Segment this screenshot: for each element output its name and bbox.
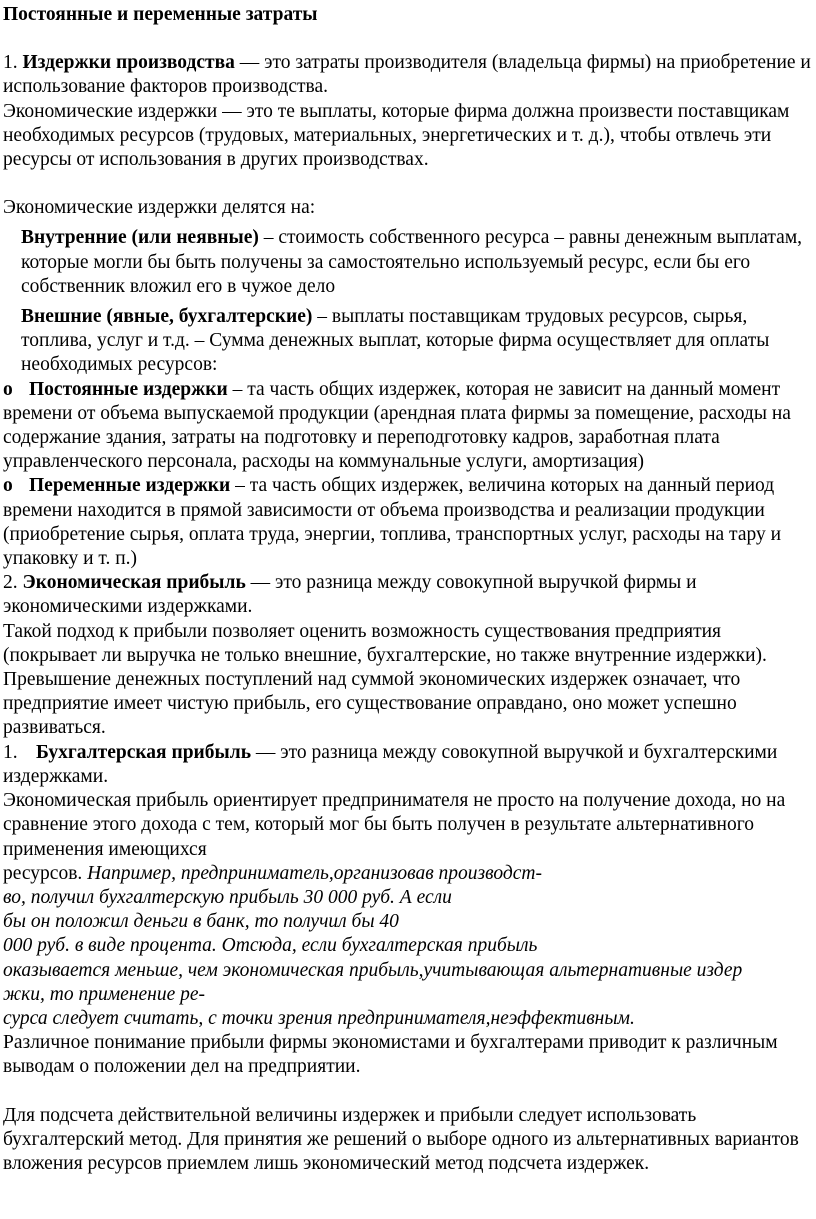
example-line: во, получил бухгалтерскую прибыль 30 000 руб. А если [3, 886, 452, 908]
section-number: 2. [3, 572, 18, 594]
cost-types-list [3, 226, 814, 377]
section-accounting-profit: 1. Бухгалтерская прибыль — это разница между совокупной выручкой и бухгалтерскими издержками. [3, 741, 778, 787]
example-line: 000 руб. в виде процента. Отсюда, если бухгалтерская прибыль [3, 935, 538, 957]
fixed-costs-item: o Постоянные издержки – та часть общих издержек, которая не зависит на данный момент времени от объема выпускаемой продукции (арендная плата фирмы за помещение, расходы на содержание здания, затраты на подготовку и переподготовку кадров, заработная плата управленческого персонала, расходы на коммунальные услуги, амортизация) [3, 378, 791, 473]
term-fixed-costs: Постоянные издержки [29, 378, 228, 400]
external-costs-item: Внешние (явные, бухгалтерские) – выплаты поставщикам трудовых ресурсов, сырья, топлива, услуг и т.д. – Сумма денежных выплат, которые фирма осуществляет для оплаты необходимых ресурсов: [21, 306, 770, 376]
section-number: 1. [3, 52, 18, 74]
profit-understanding-paragraph: Различное понимание прибыли фирмы экономистами и бухгалтерами приводит к различным выводам о положении дел на предприятии. [3, 1032, 778, 1078]
example-line: сурса следует считать, с точки зрения предпринимателя,неэффективным. [3, 1007, 635, 1029]
split-intro: Экономические издержки делятся на: [3, 197, 316, 219]
term-external-costs: Внешние (явные, бухгалтерские) [21, 306, 313, 328]
section-number: 1. [3, 741, 18, 763]
page-title: Постоянные и переменные затраты [3, 4, 318, 25]
term-accounting-profit: Бухгалтерская прибыль [36, 741, 252, 763]
bullet-marker: o [3, 475, 13, 497]
variable-costs-item: o Переменные издержки – та часть общих издержек, величина которых на данный период времени находится в прямой зависимости от объема производства и реализации продукции (приобретение сырья, оплата труда, энергии, топлива, транспортных услуг, расходы на тару и упаковку и т. п.) [3, 475, 782, 570]
term-economic-profit: Экономическая прибыль [22, 572, 246, 594]
example-line: оказывается меньше, чем экономическая прибыль,учитывающая альтернативные издер [3, 959, 743, 981]
term-production-costs: Издержки производства [22, 52, 235, 74]
bullet-marker: o [3, 378, 13, 400]
section-production-costs [3, 51, 814, 99]
economic-profit-paragraph: Такой подход к прибыли позволяет оценить возможность существования предприятия (покрывает ли выручка не только внешние, бухгалтерские, но также внутренние издержки). Превышение денежных поступлений над суммой экономических издержек означает, что предприятие имеет чистую прибыль, его существование оправдано, оно может успешно развиваться. [3, 620, 767, 739]
example-line: бы он положил деньги в банк, то получил бы 40 [3, 911, 399, 933]
term-variable-costs: Переменные издержки [29, 475, 231, 497]
example-line: жки, то применение ре- [3, 983, 205, 1005]
final-paragraph: Для подсчета действительной величины издержек и прибыли следует использовать бухгалтерский метод. Для принятия же решений о выборе одного из альтернативных вариантов вложения ресурсов приемлем лишь экономический метод подсчета издержек. [3, 1104, 799, 1174]
economic-costs-paragraph: Экономические издержки — это те выплаты, которые фирма должна произвести поставщикам необходимых ресурсов (трудовых, материальных, энергетических и т. д.), чтобы отвлечь эти ресурсы от использования в других производствах. [3, 100, 790, 171]
accounting-profit-paragraph: Экономическая прибыль ориентирует предпринимателя не просто на получение дохода, но на сравнение этого дохода с тем, который мог бы быть получен в результате альтернативного применения имеющихся [3, 790, 786, 860]
internal-costs-item: Внутренние (или неявные) – стоимость собственного ресурса – равны денежным выплатам, которые могли бы быть получены за самостоятельно используемый ресурс, если бы его собственник вложил его в чужое дело [21, 227, 803, 297]
example-line: ресурсов. Например, предприниматель,организовав производст- [3, 862, 542, 884]
definition-production-costs: — это затраты производителя (владельца фирмы) на приобретение и использование факторов производства. [3, 52, 811, 98]
term-internal-costs: Внутренние (или неявные) [21, 227, 259, 249]
section-economic-profit: 2. Экономическая прибыль — это разница между совокупной выручкой фирмы и экономическими издержками. [3, 572, 697, 618]
